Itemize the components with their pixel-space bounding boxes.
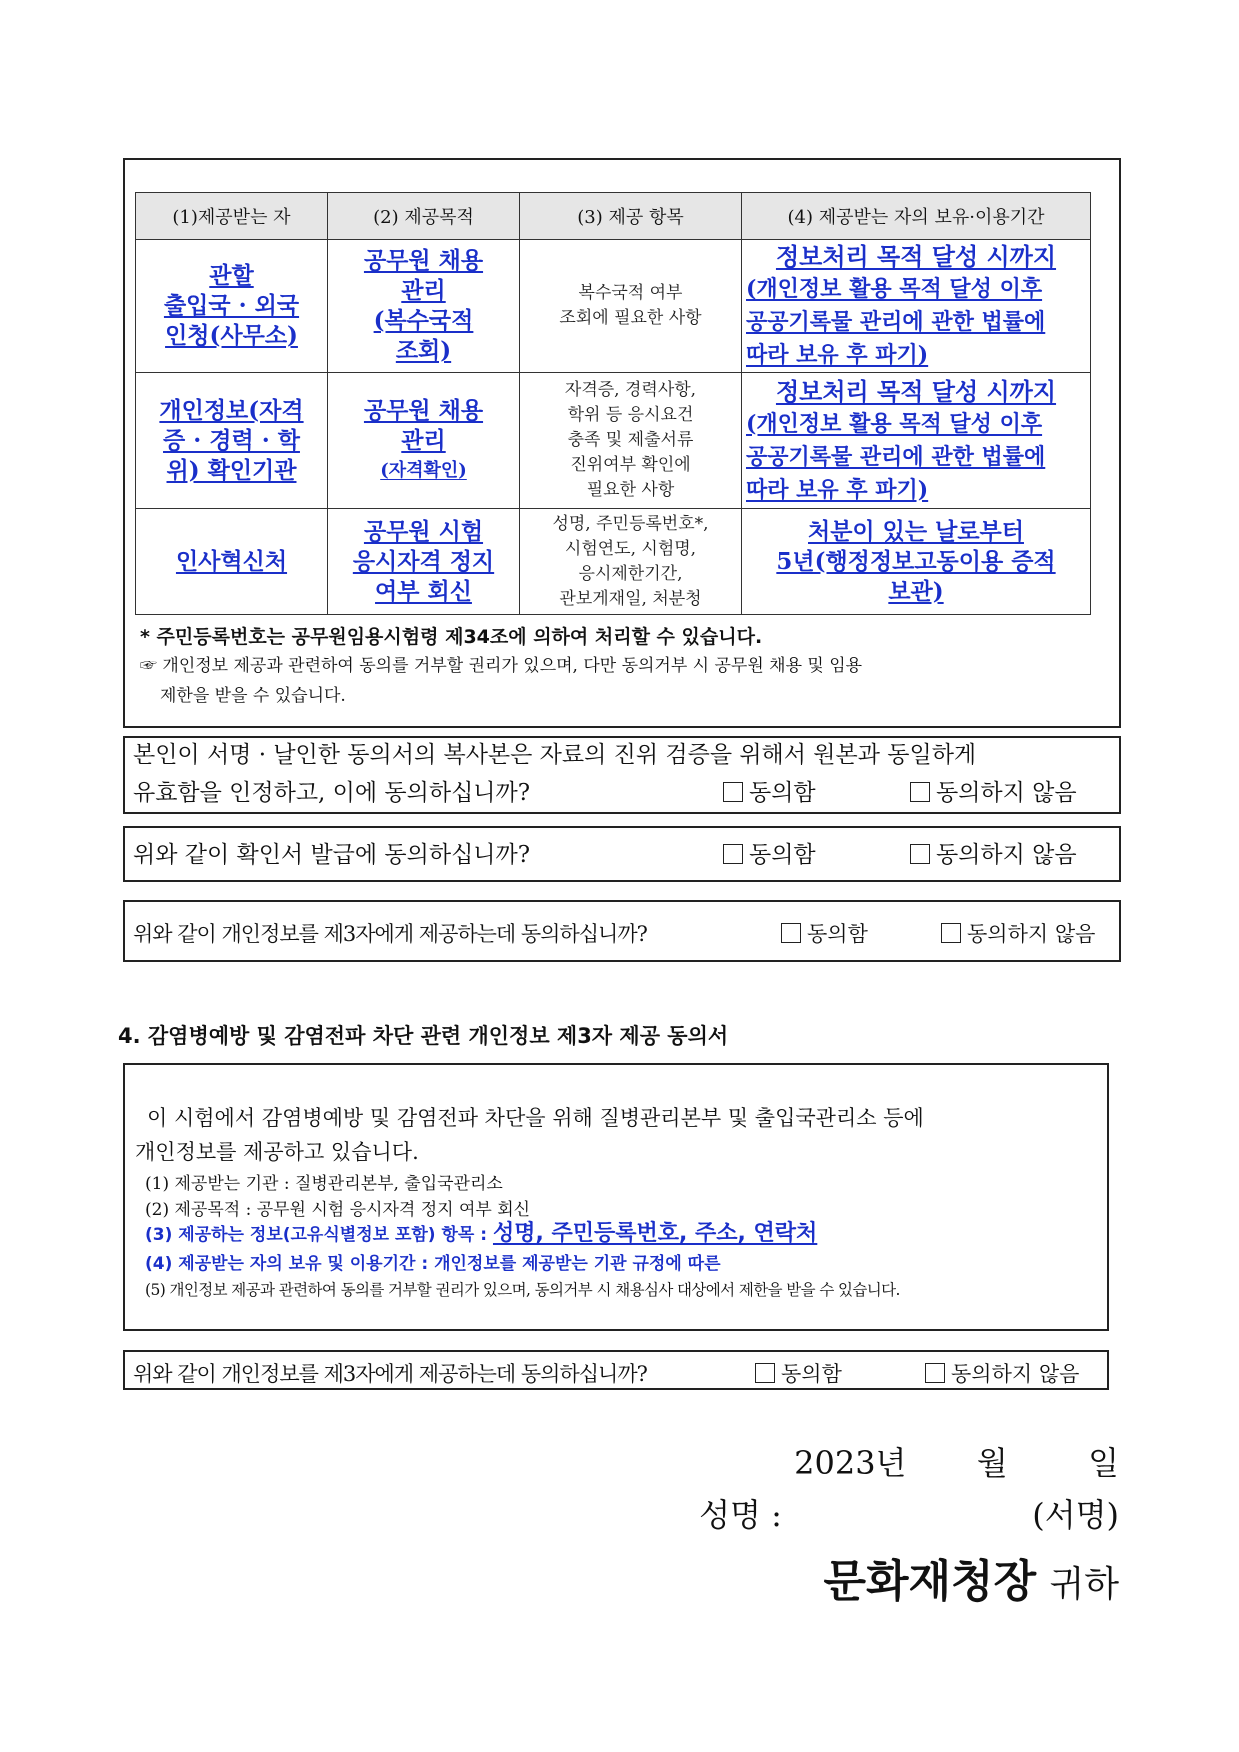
disagree-label: 동의하지 않음 <box>967 922 1096 946</box>
purpose-cell <box>328 373 520 509</box>
refusal-note-line-2: 제한을 받을 수 있습니다. <box>160 686 346 706</box>
agree-option[interactable] <box>755 1358 842 1388</box>
purpose-cell <box>328 240 520 373</box>
recipient-line: 인청(사무소) <box>165 322 298 349</box>
section-4-intro: 개인정보를 제공하고 있습니다. <box>135 1140 419 1164</box>
header-recipient: (1)제공받는 자 <box>136 193 328 240</box>
items-line: 충족 및 제출서류 <box>567 430 694 450</box>
agree-checkbox[interactable] <box>723 782 743 802</box>
period-line: 처분이 있는 날로부터 <box>808 517 1024 545</box>
agree-label: 동의함 <box>781 1362 842 1386</box>
items-line: 시험연도, 시험명, <box>564 538 697 559</box>
period-head: 정보처리 목적 달성 시까지 <box>775 242 1057 271</box>
disagree-checkbox[interactable] <box>910 844 930 864</box>
period-line: (개인정보 활용 목적 달성 이후 <box>746 410 1043 437</box>
item-3-label: (3) 제공하는 정보(고유식별정보 포함) 항목 : <box>145 1225 493 1245</box>
disagree-option[interactable] <box>941 918 1095 948</box>
recipient-line: 인사혁신처 <box>175 547 288 575</box>
honorific: 귀하 <box>1049 1564 1119 1605</box>
name-label: 성명 : <box>699 1496 782 1534</box>
items-line: 성명, 주민등록번호*, <box>552 513 709 534</box>
section-4-item-4: (4) 제공받는 자의 보유 및 이용기간 : 개인정보를 제공받는 기관 규정에 따른 <box>145 1254 721 1274</box>
addressee-line <box>824 1545 1119 1609</box>
section-4-item-5: (5) 개인정보 제공과 관련하여 동의를 거부할 권리가 있으며, 동의거부 시 채용심사 대상에서 제한을 받을 수 있습니다. <box>145 1281 900 1299</box>
section-4-item-3 <box>145 1221 817 1248</box>
period-line: 보관) <box>888 577 944 605</box>
header-purpose: (2) 제공목적 <box>328 193 520 240</box>
sign-label: (서명) <box>1032 1496 1119 1534</box>
period-cell <box>742 373 1091 509</box>
period-line: (개인정보 활용 목적 달성 이후 <box>746 276 1043 302</box>
table-row <box>136 373 1091 509</box>
section-4-title: 4. 감염병예방 및 감염전파 차단 관련 개인정보 제3자 제공 동의서 <box>118 1024 729 1048</box>
recipient-line: 증 · 경력 · 학 <box>163 426 300 454</box>
signature-line <box>699 1490 1119 1536</box>
items-line: 관보게재일, 처분청 <box>559 588 702 609</box>
items-line: 학위 등 응시요건 <box>567 405 694 425</box>
purpose-line: 여부 회신 <box>375 577 472 605</box>
disagree-option[interactable] <box>910 834 1077 876</box>
items-line: 필요한 사항 <box>586 480 675 500</box>
section-4-item-2: (2) 제공목적 : 공무원 시험 응시자격 정지 여부 회신 <box>145 1200 531 1220</box>
agree-label: 동의함 <box>749 780 816 806</box>
third-party-consent-box <box>123 900 1121 962</box>
items-line: 응시제한기간, <box>578 563 683 584</box>
period-cell <box>742 240 1091 373</box>
table-row <box>136 509 1091 615</box>
purpose-line: 응시자격 정지 <box>352 547 495 575</box>
certificate-issue-consent-box <box>123 826 1121 882</box>
agree-checkbox[interactable] <box>781 923 801 943</box>
items-line: 진위여부 확인에 <box>570 455 691 475</box>
disagree-option[interactable] <box>910 772 1077 814</box>
provision-table <box>135 192 1091 615</box>
section-4-item-1: (1) 제공받는 기관 : 질병관리본부, 출입국관리소 <box>145 1174 503 1194</box>
consent-question: 유효함을 인정하고, 이에 동의하십니까? <box>133 780 531 806</box>
header-period: (4) 제공받는 자의 보유·이용기간 <box>742 193 1091 240</box>
items-cell <box>520 509 742 615</box>
agree-option[interactable] <box>723 772 816 814</box>
table-row <box>136 240 1091 373</box>
purpose-line: (복수국적 <box>373 307 474 334</box>
purpose-cell <box>328 509 520 615</box>
period-line: 공공기록물 관리에 관한 법률에 <box>746 309 1046 335</box>
purpose-line: 관리 <box>401 426 446 454</box>
consent-question: 위와 같이 개인정보를 제3자에게 제공하는데 동의하십니까? <box>133 1362 647 1386</box>
period-line: 5년(행정정보고동이용 증적 <box>776 547 1056 575</box>
purpose-line: (자격확인) <box>380 459 467 481</box>
agree-option[interactable] <box>781 918 868 948</box>
copy-validity-consent-box <box>123 736 1121 814</box>
period-line: 공공기록물 관리에 관한 법률에 <box>746 443 1046 470</box>
agree-checkbox[interactable] <box>723 844 743 864</box>
recipient-line: 관할 <box>209 262 254 289</box>
header-items: (3) 제공 항목 <box>520 193 742 240</box>
items-line: 조회에 필요한 사항 <box>559 308 702 328</box>
period-cell <box>742 509 1091 615</box>
disagree-label: 동의하지 않음 <box>936 780 1077 806</box>
disagree-checkbox[interactable] <box>941 923 961 943</box>
consent-question: 본인이 서명 · 날인한 동의서의 복사본은 자료의 진위 검증을 위해서 원본과 동일하게 <box>133 742 977 768</box>
date-day: 일 <box>1088 1444 1119 1482</box>
period-line: 따라 보유 후 파기) <box>746 342 929 368</box>
agree-label: 동의함 <box>749 842 816 868</box>
date-month: 월 <box>976 1444 1008 1482</box>
disagree-label: 동의하지 않음 <box>951 1362 1080 1386</box>
section-4-box <box>123 1063 1109 1331</box>
items-line: 자격증, 경력사항, <box>564 380 697 400</box>
items-line: 복수국적 여부 <box>578 283 683 303</box>
agree-option[interactable] <box>723 834 816 876</box>
items-cell <box>520 373 742 509</box>
agree-label: 동의함 <box>807 922 868 946</box>
purpose-line: 조회) <box>395 337 452 364</box>
purpose-line: 공무원 채용 <box>363 247 484 274</box>
disagree-label: 동의하지 않음 <box>936 842 1077 868</box>
recipient-cell <box>136 240 328 373</box>
agree-checkbox[interactable] <box>755 1363 775 1383</box>
period-line: 따라 보유 후 파기) <box>746 476 929 503</box>
disagree-checkbox[interactable] <box>910 782 930 802</box>
refusal-note-line-1: ☞ 개인정보 제공과 관련하여 동의를 거부할 권리가 있으며, 다만 동의거부 시 공무원 채용 및 임용 <box>140 656 863 676</box>
recipient-cell <box>136 373 328 509</box>
recipient-cell <box>136 509 328 615</box>
date-line <box>794 1438 1119 1484</box>
purpose-line: 관리 <box>401 277 446 304</box>
date-year: 2023년 <box>794 1444 907 1482</box>
consent-question: 위와 같이 개인정보를 제3자에게 제공하는데 동의하십니까? <box>133 922 647 946</box>
section-4-consent-box <box>123 1350 1109 1390</box>
period-head: 정보처리 목적 달성 시까지 <box>775 376 1057 406</box>
items-cell <box>520 240 742 373</box>
recipient-line: 개인정보(자격 <box>159 396 304 424</box>
section-4-intro: 이 시험에서 감염병예방 및 감염전파 차단을 위해 질병관리본부 및 출입국관리소 등에 <box>147 1106 924 1130</box>
addressee: 문화재청장 <box>823 1556 1037 1607</box>
disagree-option[interactable] <box>925 1358 1079 1388</box>
recipient-line: 출입국 · 외국 <box>163 292 300 319</box>
purpose-line: 공무원 채용 <box>363 396 484 424</box>
item-3-value: 성명, 주민등록번호, 주소, 연락처 <box>492 1221 818 1246</box>
disagree-checkbox[interactable] <box>925 1363 945 1383</box>
resident-number-note: * 주민등록번호는 공무원임용시험령 제34조에 의하여 처리할 수 있습니다. <box>140 626 763 648</box>
purpose-line: 공무원 시험 <box>363 517 484 545</box>
table-header-row <box>136 193 1091 240</box>
consent-question: 위와 같이 확인서 발급에 동의하십니까? <box>133 842 531 868</box>
recipient-line: 위) 확인기관 <box>166 456 297 484</box>
